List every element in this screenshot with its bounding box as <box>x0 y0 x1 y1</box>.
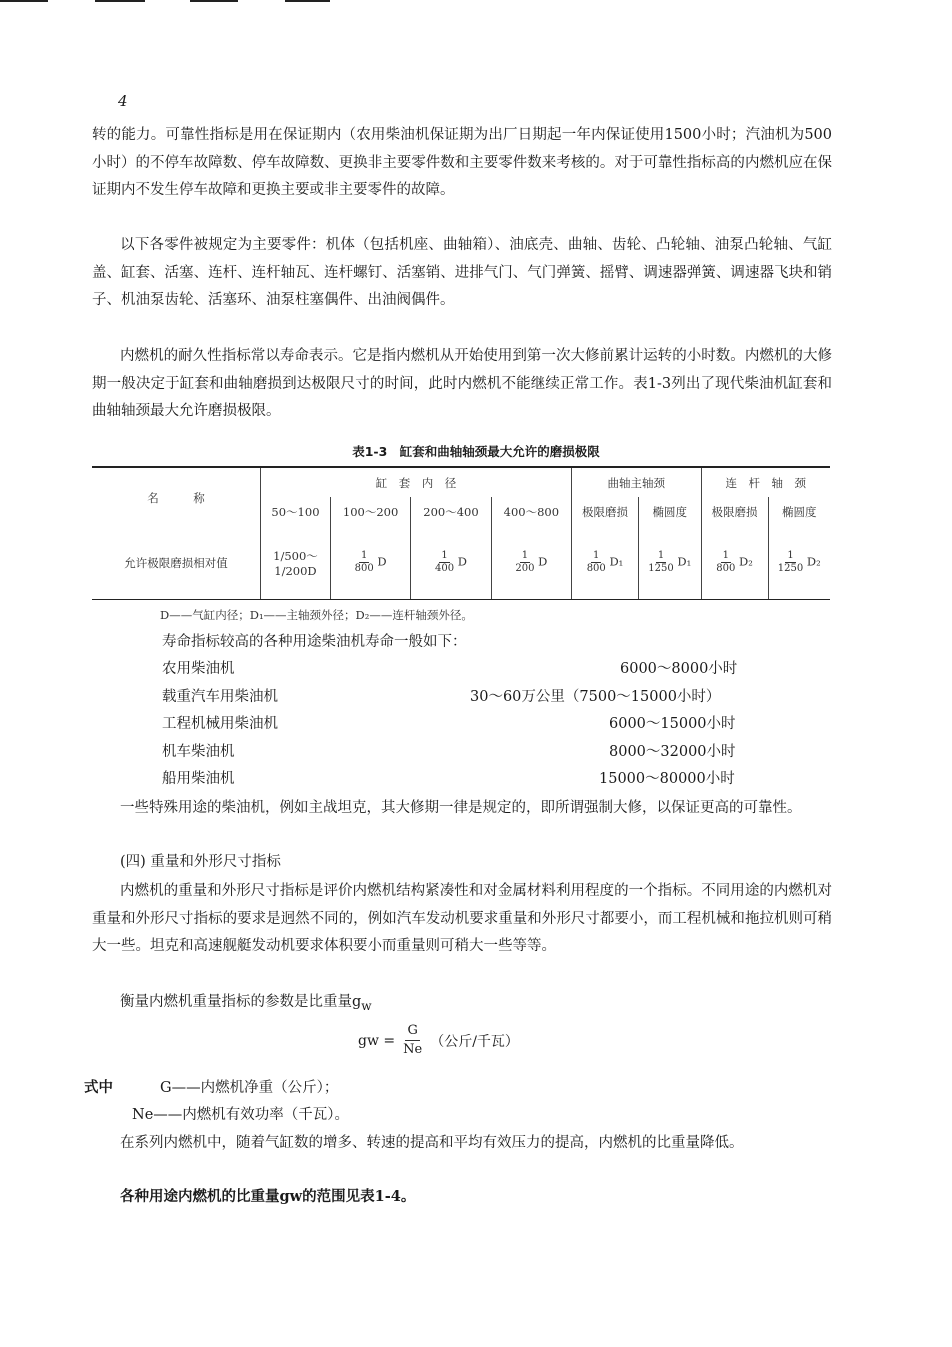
table-cell-bottom: 1/200D <box>274 563 317 578</box>
formula-lhs: gw = <box>358 1032 396 1049</box>
life-label: 农用柴油机 <box>162 661 235 677</box>
life-value: 15000～80000小时 <box>599 771 735 787</box>
formula-unit: （公斤/千瓦） <box>430 1033 519 1050</box>
fraction-variable: D₁ <box>609 554 624 569</box>
fraction-variable: D <box>457 554 467 569</box>
table-subheader: 50～100 <box>261 497 331 527</box>
paragraph-reliability: 转的能力。可靠性指标是用在保证期内（农用柴油机保证期为出厂日期起一年内保证使用1500小时；汽油机为500小时）的不停车故障数、停车故障数、更换非主要零件数和主要零件数来考核的。对于可靠性指标高的内燃机应在保证期内不发生停车故障和更换主要或非主要零件的故障。 <box>92 127 832 198</box>
fraction-variable: D₁ <box>677 554 692 569</box>
scan-edge-line <box>95 0 145 2</box>
life-value: 6000～15000小时 <box>609 716 736 732</box>
table-cell <box>330 527 410 599</box>
table-subheader: 椭圆度 <box>638 497 701 527</box>
scan-edge-line <box>0 0 48 2</box>
table-cell-top: 1/500～ <box>273 548 318 563</box>
life-value: 6000～8000小时 <box>620 661 738 677</box>
fraction-numerator: 1 <box>360 550 368 562</box>
life-label: 机车柴油机 <box>162 744 235 760</box>
table-header-crank-journal: 连 杆 轴 颈 <box>701 467 830 497</box>
table-subheader: 200～400 <box>411 497 491 527</box>
paragraph-specific-weight: 衡量内燃机重量指标的参数是比重量$g_w$ <box>120 994 372 1013</box>
table-subheader: 极限磨损 <box>701 497 768 527</box>
fraction-numerator: 1 <box>521 550 529 562</box>
table-row-label: 允许极限磨损相对值 <box>92 527 261 599</box>
fraction-variable: D <box>377 554 387 569</box>
paragraph-table-ref: 各种用途内燃机的比重量gw的范围见表1-4。 <box>120 1188 416 1205</box>
fraction-denominator: 200 <box>515 563 535 575</box>
paragraph-durability: 内燃机的耐久性指标常以寿命表示。它是指内燃机从开始使用到第一次大修前累计运转的小时数。内燃机的大修期一般决定于缸套和曲轴磨损到达极限尺寸的时间，此时内燃机不能继续正常工作。表1-3列出了现代柴油机缸套和曲轴轴颈最大允许磨损极限。 <box>92 348 832 419</box>
fraction-denominator: 800 <box>716 563 736 575</box>
fraction-numerator: 1 <box>657 550 665 562</box>
table-cell <box>768 527 830 599</box>
table-cell <box>261 527 331 599</box>
where-line: Ne——内燃机有效功率（千瓦）。 <box>132 1107 350 1123</box>
table-header-name: 名 称 <box>92 467 261 527</box>
page-number: 4 <box>118 92 128 110</box>
paragraph-weight: 内燃机的重量和外形尺寸指标是评价内燃机结构紧凑性和对金属材料利用程度的一个指标。不同用途的内燃机对重量和外形尺寸指标的要求是迥然不同的，例如汽车发动机要求重量和外形尺寸都要小，而工程机械和拖拉机则可稍大一些。坦克和高速舰艇发动机要求体积要小而重量则可稍大一些等等。 <box>92 883 832 954</box>
fraction-numerator: 1 <box>441 550 448 562</box>
paragraph-series: 在系列内燃机中，随着气缸数的增多、转速的提高和平均有效压力的提高，内燃机的比重量降低。 <box>120 1135 744 1151</box>
fraction-numerator: 1 <box>593 550 600 562</box>
fraction-denominator: 800 <box>354 563 374 575</box>
life-intro: 寿命指标较高的各种用途柴油机寿命一般如下： <box>162 634 467 650</box>
life-label: 工程机械用柴油机 <box>162 716 278 732</box>
wear-limit-table <box>92 466 830 600</box>
fraction-denominator: 800 <box>586 563 606 575</box>
table-note: D——气缸内径；D₁——主轴颈外径；D₂——连杆轴颈外径。 <box>160 608 473 622</box>
table-caption: 表1-3 缸套和曲轴轴颈最大允许的磨损极限 <box>352 444 600 459</box>
fraction-variable: D₂ <box>806 554 821 569</box>
fraction-variable: D <box>538 554 548 569</box>
life-value: 30～60万公里（7500～15000小时） <box>470 689 721 705</box>
paragraph-tank: 一些特殊用途的柴油机，例如主战坦克，其大修期一律是规定的，即所谓强制大修，以保证更高的可靠性。 <box>120 800 802 816</box>
formula-denominator: Ne <box>403 1042 423 1057</box>
fraction-denominator: 1250 <box>777 563 804 575</box>
table-cell <box>638 527 701 599</box>
life-label: 载重汽车用柴油机 <box>162 689 278 705</box>
formula-numerator: G <box>405 1022 419 1041</box>
fraction-denominator: 400 <box>434 563 455 575</box>
table-cell <box>411 527 491 599</box>
table-cell <box>701 527 768 599</box>
fraction-numerator: 1 <box>787 550 794 562</box>
fraction-numerator: 1 <box>722 550 729 562</box>
scan-edge-line <box>285 0 330 2</box>
life-value: 8000～32000小时 <box>609 744 736 760</box>
section-heading: (四) 重量和外形尺寸指标 <box>120 854 281 870</box>
where-label: 式中 <box>84 1079 113 1096</box>
table-subheader: 400～800 <box>491 497 571 527</box>
paragraph-main-parts: 以下各零件被规定为主要零件：机体（包括机座、曲轴箱）、油底壳、曲轴、齿轮、凸轮轴、油泵凸轮轴、气缸盖、缸套、活塞、连杆、连杆轴瓦、连杆螺钉、活塞销、进排气门、气门弹簧、摇臂、调速器弹簧、调速器飞块和销子、机油泵齿轮、活塞环、油泵柱塞偶件、出油阀偶件。 <box>92 237 832 308</box>
life-label: 船用柴油机 <box>162 771 235 787</box>
table-subheader: 椭圆度 <box>768 497 830 527</box>
scan-edge-line <box>190 0 238 2</box>
table-subheader: 极限磨损 <box>572 497 639 527</box>
table-subheader: 100～200 <box>330 497 410 527</box>
table-cell <box>572 527 639 599</box>
table-header-cylinder: 缸 套 内 径 <box>261 467 572 497</box>
table-cell <box>491 527 571 599</box>
table-header-main-journal: 曲轴主轴颈 <box>572 467 702 497</box>
fraction-denominator: 1250 <box>648 563 674 575</box>
where-line: G——内燃机净重（公斤）； <box>160 1080 339 1096</box>
formula <box>358 1022 519 1059</box>
fraction-variable: D₂ <box>739 554 753 569</box>
